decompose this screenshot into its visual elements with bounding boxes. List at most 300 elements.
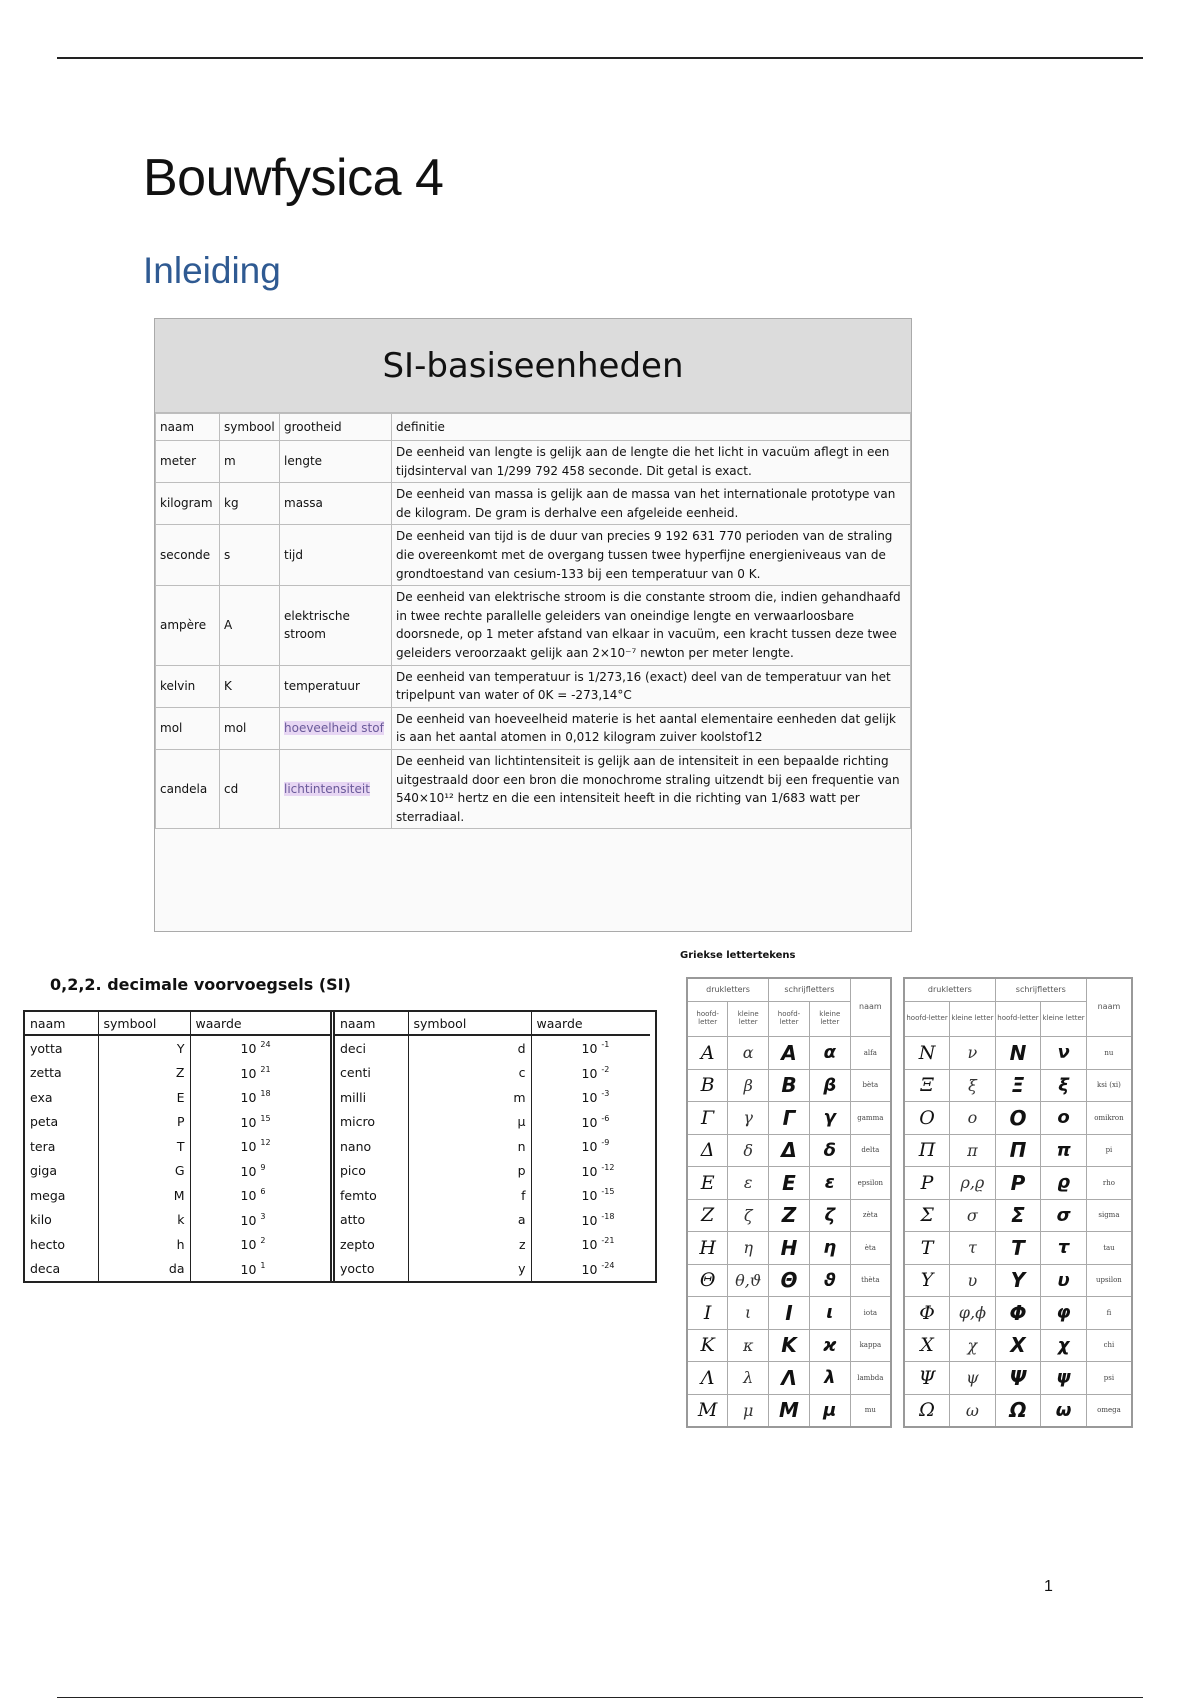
si-header-row xyxy=(156,414,911,441)
prefix-exponent: 12 xyxy=(260,1138,271,1148)
greek-print-small: ρ,ϱ xyxy=(950,1167,996,1200)
top-rule xyxy=(57,57,1143,59)
greek-print-small: υ xyxy=(950,1264,996,1297)
prefix-naam: yotta xyxy=(25,1035,98,1061)
prefix-waarde xyxy=(531,1134,650,1159)
prefix-base: 10 xyxy=(240,1090,257,1106)
prefix-waarde xyxy=(531,1035,650,1061)
greek-letter-name: omikron xyxy=(1086,1102,1132,1135)
table-row xyxy=(904,1232,1132,1265)
greek-script-capital: Γ xyxy=(769,1102,810,1135)
prefix-exponent: 3 xyxy=(260,1211,266,1221)
table-row xyxy=(687,1134,891,1167)
si-naam: seconde xyxy=(156,525,220,586)
prefix-base: 10 xyxy=(240,1237,257,1253)
si-definitie: De eenheid van elektrische stroom is die constante stroom die, indien gehandhaafd in twee rechte parallelle geleiders van oneindige lengte en verwaarloosbare doorsnede, op 1 meter afstand van elkaar in vacuüm, een kracht tussen deze twee geleiders veroorzaakt gelijk aan 2×10⁻⁷ newton per meter lengte. xyxy=(392,586,911,665)
table-row xyxy=(156,707,911,749)
greek-left-body xyxy=(687,1037,891,1428)
greek-right-body xyxy=(904,1037,1132,1428)
table-row xyxy=(687,1037,891,1070)
prefix-naam: deci xyxy=(335,1035,408,1061)
document-title: Bouwfysica 4 xyxy=(143,149,444,207)
table-row xyxy=(156,586,911,665)
si-grootheid: temperatuur xyxy=(280,665,392,707)
greek-letter-name: omega xyxy=(1086,1394,1132,1427)
greek-letter-name: tau xyxy=(1086,1232,1132,1265)
greek-sub-header: hoofd-letter xyxy=(904,1002,950,1037)
prefix-exponent: -12 xyxy=(601,1162,615,1172)
greek-letter-name: fi xyxy=(1086,1297,1132,1330)
si-definitie: De eenheid van hoeveelheid materie is het aantal elementaire eenheden dat gelijk is aan het aantal atomen in 0,012 kilogram zuiver koolstof12 xyxy=(392,707,911,749)
prefix-base: 10 xyxy=(581,1163,598,1179)
prefix-naam: tera xyxy=(25,1134,98,1159)
greek-script-capital: Ξ xyxy=(995,1069,1041,1102)
prefix-header-waarde: waarde xyxy=(531,1012,650,1035)
prefix-table-right xyxy=(335,1012,650,1281)
prefix-exponent: -3 xyxy=(601,1089,610,1099)
greek-print-capital: Φ xyxy=(904,1297,950,1330)
si-grootheid xyxy=(280,707,392,749)
si-header-naam: naam xyxy=(156,414,220,441)
greek-letter-name: sigma xyxy=(1086,1199,1132,1232)
greek-script-small: ι xyxy=(809,1297,850,1330)
greek-header-schrijfletters: schrijfletters xyxy=(995,978,1086,1002)
table-row xyxy=(156,525,911,586)
greek-print-capital: Ζ xyxy=(687,1199,728,1232)
prefix-right-body xyxy=(335,1035,650,1281)
greek-script-small: ϰ xyxy=(809,1329,850,1362)
si-naam: ampère xyxy=(156,586,220,665)
table-row xyxy=(904,1394,1132,1427)
greek-script-small: ο xyxy=(1041,1102,1087,1135)
prefix-header-symbool: symbool xyxy=(98,1012,190,1035)
prefix-naam: giga xyxy=(25,1159,98,1184)
greek-script-capital: Δ xyxy=(769,1134,810,1167)
greek-script-small: λ xyxy=(809,1362,850,1395)
prefix-waarde xyxy=(190,1232,333,1257)
table-row xyxy=(904,1167,1132,1200)
si-symbool: mol xyxy=(220,707,280,749)
greek-print-capital: Τ xyxy=(904,1232,950,1265)
greek-print-capital: Π xyxy=(904,1134,950,1167)
prefix-base: 10 xyxy=(240,1212,257,1228)
greek-script-capital: Χ xyxy=(995,1329,1041,1362)
prefix-base: 10 xyxy=(240,1261,257,1277)
prefix-base: 10 xyxy=(240,1188,257,1204)
si-grootheid: tijd xyxy=(280,525,392,586)
prefix-waarde xyxy=(531,1085,650,1110)
highlighted-text: hoeveelheid stof xyxy=(284,721,384,736)
si-definitie: De eenheid van temperatuur is 1/273,16 (exact) deel van de temperatuur van het tripelpunt van water of 0K = -273,14°C xyxy=(392,665,911,707)
si-definitie: De eenheid van tijd is de duur van precies 9 192 631 770 perioden van de straling die overeenkomt met de overgang tussen twee hyperfijne energieniveaus van de grondtoestand van cesium-133 bij een temperatuur van 0 K. xyxy=(392,525,911,586)
prefix-base: 10 xyxy=(581,1041,598,1057)
prefix-base: 10 xyxy=(581,1065,598,1081)
greek-script-capital: Ι xyxy=(769,1297,810,1330)
prefix-naam: peta xyxy=(25,1110,98,1135)
greek-script-capital: Α xyxy=(769,1037,810,1070)
table-row xyxy=(687,1329,891,1362)
prefix-naam: pico xyxy=(335,1159,408,1184)
prefix-symbool: T xyxy=(98,1134,190,1159)
greek-letter-name: lambda xyxy=(850,1362,891,1395)
greek-print-capital: Γ xyxy=(687,1102,728,1135)
greek-script-capital: Ρ xyxy=(995,1167,1041,1200)
si-symbool: cd xyxy=(220,749,280,828)
prefix-exponent: 24 xyxy=(260,1040,271,1050)
greek-letter-name: ksi (xi) xyxy=(1086,1069,1132,1102)
greek-script-capital: Λ xyxy=(769,1362,810,1395)
prefix-header-naam: naam xyxy=(335,1012,408,1035)
si-definitie: De eenheid van lengte is gelijk aan de lengte die het licht in vacuüm aflegt in een tijdsinterval van 1/299 792 458 seconde. Dit getal is exact. xyxy=(392,441,911,483)
si-naam: mol xyxy=(156,707,220,749)
table-row xyxy=(156,665,911,707)
prefix-exponent: -24 xyxy=(601,1260,615,1270)
prefix-exponent: -18 xyxy=(601,1211,615,1221)
greek-print-capital: Ο xyxy=(904,1102,950,1135)
greek-print-capital: Ι xyxy=(687,1297,728,1330)
prefix-base: 10 xyxy=(581,1212,598,1228)
prefix-waarde xyxy=(190,1035,333,1061)
greek-script-small: ν xyxy=(1041,1037,1087,1070)
prefix-exponent: -21 xyxy=(601,1236,615,1246)
prefix-naam: kilo xyxy=(25,1208,98,1233)
prefix-symbool: P xyxy=(98,1110,190,1135)
si-grootheid: elektrische stroom xyxy=(280,586,392,665)
greek-script-capital: Υ xyxy=(995,1264,1041,1297)
prefix-symbool: m xyxy=(408,1085,531,1110)
page-number: 1 xyxy=(1044,1578,1053,1595)
greek-print-capital: Ρ xyxy=(904,1167,950,1200)
prefix-naam: exa xyxy=(25,1085,98,1110)
prefix-symbool: k xyxy=(98,1208,190,1233)
greek-letter-name: bèta xyxy=(850,1069,891,1102)
prefix-waarde xyxy=(190,1085,333,1110)
greek-script-small: π xyxy=(1041,1134,1087,1167)
prefix-naam: micro xyxy=(335,1110,408,1135)
table-row xyxy=(25,1232,333,1257)
prefix-naam: zepto xyxy=(335,1232,408,1257)
greek-sub-header: hoofd-letter xyxy=(769,1002,810,1037)
prefix-symbool: c xyxy=(408,1061,531,1086)
prefix-base: 10 xyxy=(240,1041,257,1057)
greek-print-capital: Σ xyxy=(904,1199,950,1232)
greek-print-small: γ xyxy=(728,1102,769,1135)
greek-script-capital: Μ xyxy=(769,1394,810,1427)
greek-print-small: β xyxy=(728,1069,769,1102)
table-row xyxy=(904,1264,1132,1297)
greek-print-capital: Ξ xyxy=(904,1069,950,1102)
si-header-grootheid: grootheid xyxy=(280,414,392,441)
greek-letter-name: chi xyxy=(1086,1329,1132,1362)
prefix-exponent: -1 xyxy=(601,1040,610,1050)
greek-script-small: μ xyxy=(809,1394,850,1427)
greek-print-capital: Η xyxy=(687,1232,728,1265)
greek-letter-name: kappa xyxy=(850,1329,891,1362)
greek-script-capital: Ω xyxy=(995,1394,1041,1427)
greek-script-capital: Β xyxy=(769,1069,810,1102)
prefix-naam: hecto xyxy=(25,1232,98,1257)
greek-sub-header: kleine letter xyxy=(950,1002,996,1037)
greek-print-capital: Ω xyxy=(904,1394,950,1427)
greek-print-capital: Ψ xyxy=(904,1362,950,1395)
prefix-symbool: µ xyxy=(408,1110,531,1135)
greek-header-naam: naam xyxy=(850,978,891,1037)
table-row xyxy=(335,1183,650,1208)
prefix-exponent: -9 xyxy=(601,1138,610,1148)
greek-print-small: ε xyxy=(728,1167,769,1200)
prefix-symbool: p xyxy=(408,1159,531,1184)
greek-print-capital: Α xyxy=(687,1037,728,1070)
greek-letter-name: pi xyxy=(1086,1134,1132,1167)
greek-print-small: τ xyxy=(950,1232,996,1265)
table-row xyxy=(687,1167,891,1200)
prefix-base: 10 xyxy=(581,1139,598,1155)
greek-print-small: θ,ϑ xyxy=(728,1264,769,1297)
prefix-header-row xyxy=(25,1012,333,1035)
prefix-waarde xyxy=(531,1183,650,1208)
greek-print-small: π xyxy=(950,1134,996,1167)
greek-letter-name: delta xyxy=(850,1134,891,1167)
greek-print-small: ξ xyxy=(950,1069,996,1102)
table-row xyxy=(335,1159,650,1184)
prefix-exponent: 15 xyxy=(260,1113,271,1123)
prefix-naam: nano xyxy=(335,1134,408,1159)
greek-heading: Griekse lettertekens xyxy=(680,950,796,961)
greek-script-capital: Κ xyxy=(769,1329,810,1362)
table-row xyxy=(25,1134,333,1159)
prefix-waarde xyxy=(190,1159,333,1184)
prefix-naam: mega xyxy=(25,1183,98,1208)
si-banner-title: SI-basiseenheden xyxy=(155,319,911,413)
greek-script-capital: Ν xyxy=(995,1037,1041,1070)
greek-print-small: α xyxy=(728,1037,769,1070)
greek-print-capital: Ν xyxy=(904,1037,950,1070)
table-row xyxy=(904,1037,1132,1070)
greek-print-small: ι xyxy=(728,1297,769,1330)
prefix-waarde xyxy=(531,1110,650,1135)
prefix-naam: femto xyxy=(335,1183,408,1208)
greek-letter-name: mu xyxy=(850,1394,891,1427)
table-row xyxy=(904,1069,1132,1102)
prefix-header-waarde: waarde xyxy=(190,1012,333,1035)
prefix-naam: zetta xyxy=(25,1061,98,1086)
greek-script-small: η xyxy=(809,1232,850,1265)
prefix-naam: deca xyxy=(25,1257,98,1282)
greek-script-capital: Θ xyxy=(769,1264,810,1297)
greek-script-small: β xyxy=(809,1069,850,1102)
decimal-prefix-table xyxy=(23,1010,657,1283)
greek-sub-header: kleine letter xyxy=(728,1002,769,1037)
greek-script-capital: Η xyxy=(769,1232,810,1265)
greek-header-drukletters: drukletters xyxy=(904,978,995,1002)
greek-sub-header: hoofd-letter xyxy=(995,1002,1041,1037)
greek-letter-name: epsilon xyxy=(850,1167,891,1200)
prefix-header-symbool: symbool xyxy=(408,1012,531,1035)
greek-script-small: ϱ xyxy=(1041,1167,1087,1200)
table-row xyxy=(25,1035,333,1061)
greek-print-small: λ xyxy=(728,1362,769,1395)
greek-letter-name: thèta xyxy=(850,1264,891,1297)
greek-print-capital: Ε xyxy=(687,1167,728,1200)
table-row xyxy=(687,1199,891,1232)
si-naam: kelvin xyxy=(156,665,220,707)
table-row xyxy=(25,1159,333,1184)
prefix-symbool: y xyxy=(408,1257,531,1282)
prefix-base: 10 xyxy=(240,1065,257,1081)
table-row xyxy=(335,1110,650,1135)
prefix-naam: atto xyxy=(335,1208,408,1233)
greek-script-capital: Σ xyxy=(995,1199,1041,1232)
greek-script-small: χ xyxy=(1041,1329,1087,1362)
greek-script-small: υ xyxy=(1041,1264,1087,1297)
table-row xyxy=(335,1232,650,1257)
table-row xyxy=(904,1199,1132,1232)
greek-letter-name: iota xyxy=(850,1297,891,1330)
greek-script-small: γ xyxy=(809,1102,850,1135)
prefix-base: 10 xyxy=(581,1237,598,1253)
prefix-symbool: G xyxy=(98,1159,190,1184)
greek-print-capital: Κ xyxy=(687,1329,728,1362)
prefix-waarde xyxy=(190,1183,333,1208)
prefix-symbool: f xyxy=(408,1183,531,1208)
greek-print-small: ν xyxy=(950,1037,996,1070)
prefix-exponent: 18 xyxy=(260,1089,271,1099)
prefix-exponent: 21 xyxy=(260,1064,271,1074)
prefix-base: 10 xyxy=(581,1090,598,1106)
si-naam: kilogram xyxy=(156,483,220,525)
si-symbool: m xyxy=(220,441,280,483)
greek-script-small: ε xyxy=(809,1167,850,1200)
si-symbool: s xyxy=(220,525,280,586)
table-row xyxy=(25,1257,333,1282)
prefix-symbool: a xyxy=(408,1208,531,1233)
highlighted-text: lichtintensiteit xyxy=(284,781,370,796)
si-grootheid xyxy=(280,749,392,828)
greek-script-capital: Ζ xyxy=(769,1199,810,1232)
prefix-header-row xyxy=(335,1012,650,1035)
table-row xyxy=(687,1232,891,1265)
greek-script-capital: Ψ xyxy=(995,1362,1041,1395)
table-row xyxy=(904,1297,1132,1330)
si-symbool: A xyxy=(220,586,280,665)
si-definitie: De eenheid van massa is gelijk aan de massa van het internationale prototype van de kilogram. De gram is derhalve een afgeleide eenheid. xyxy=(392,483,911,525)
si-basiseenheden-figure xyxy=(154,318,912,932)
prefix-base: 10 xyxy=(240,1114,257,1130)
table-row xyxy=(687,1102,891,1135)
greek-table-right xyxy=(903,977,1133,1428)
table-row xyxy=(335,1257,650,1282)
table-row xyxy=(335,1035,650,1061)
table-row xyxy=(156,441,911,483)
greek-script-capital: Π xyxy=(995,1134,1041,1167)
prefix-exponent: -6 xyxy=(601,1113,610,1123)
greek-print-small: σ xyxy=(950,1199,996,1232)
prefix-naam: yocto xyxy=(335,1257,408,1282)
prefix-symbool: M xyxy=(98,1183,190,1208)
prefix-symbool: da xyxy=(98,1257,190,1282)
prefix-symbool: Y xyxy=(98,1035,190,1061)
greek-script-capital: Ο xyxy=(995,1102,1041,1135)
section-heading: Inleiding xyxy=(143,250,281,291)
prefix-base: 10 xyxy=(581,1114,598,1130)
greek-script-capital: Ε xyxy=(769,1167,810,1200)
greek-print-capital: Υ xyxy=(904,1264,950,1297)
greek-sub-header: hoofd-letter xyxy=(687,1002,728,1037)
si-symbool: K xyxy=(220,665,280,707)
greek-print-capital: Β xyxy=(687,1069,728,1102)
greek-letter-name: nu xyxy=(1086,1037,1132,1070)
greek-letter-name: zèta xyxy=(850,1199,891,1232)
table-row xyxy=(335,1134,650,1159)
table-row xyxy=(25,1061,333,1086)
greek-print-capital: Θ xyxy=(687,1264,728,1297)
prefix-header-naam: naam xyxy=(25,1012,98,1035)
greek-script-small: δ xyxy=(809,1134,850,1167)
table-row xyxy=(335,1085,650,1110)
table-row xyxy=(904,1134,1132,1167)
greek-group-header-row xyxy=(687,978,891,1002)
si-grootheid: lengte xyxy=(280,441,392,483)
prefix-exponent: 9 xyxy=(260,1162,266,1172)
greek-script-small: ψ xyxy=(1041,1362,1087,1395)
greek-letter-name: alfa xyxy=(850,1037,891,1070)
prefix-exponent: 2 xyxy=(260,1236,266,1246)
greek-script-small: ϑ xyxy=(809,1264,850,1297)
greek-sub-header: kleine letter xyxy=(809,1002,850,1037)
prefix-waarde xyxy=(190,1257,333,1282)
greek-sub-header: kleine letter xyxy=(1041,1002,1087,1037)
si-header-symbool: symbool xyxy=(220,414,280,441)
table-row xyxy=(335,1208,650,1233)
greek-print-capital: Μ xyxy=(687,1394,728,1427)
prefix-base: 10 xyxy=(581,1188,598,1204)
greek-print-small: η xyxy=(728,1232,769,1265)
greek-print-small: ω xyxy=(950,1394,996,1427)
greek-header-schrijfletters: schrijfletters xyxy=(769,978,851,1002)
prefix-waarde xyxy=(190,1208,333,1233)
table-row xyxy=(904,1329,1132,1362)
table-row xyxy=(687,1264,891,1297)
greek-print-small: φ,ϕ xyxy=(950,1297,996,1330)
prefix-waarde xyxy=(190,1110,333,1135)
greek-print-capital: Λ xyxy=(687,1362,728,1395)
prefix-symbool: E xyxy=(98,1085,190,1110)
greek-print-small: ο xyxy=(950,1102,996,1135)
table-row xyxy=(687,1297,891,1330)
si-units-table xyxy=(155,413,911,829)
greek-print-small: χ xyxy=(950,1329,996,1362)
greek-print-small: ζ xyxy=(728,1199,769,1232)
si-grootheid: massa xyxy=(280,483,392,525)
greek-script-capital: Τ xyxy=(995,1232,1041,1265)
prefix-naam: milli xyxy=(335,1085,408,1110)
greek-letter-name: psi xyxy=(1086,1362,1132,1395)
prefix-naam: centi xyxy=(335,1061,408,1086)
greek-script-small: φ xyxy=(1041,1297,1087,1330)
prefix-base: 10 xyxy=(240,1163,257,1179)
prefix-symbool: n xyxy=(408,1134,531,1159)
prefix-exponent: -15 xyxy=(601,1187,615,1197)
table-row xyxy=(335,1061,650,1086)
prefix-exponent: 1 xyxy=(260,1260,266,1270)
prefix-waarde xyxy=(531,1159,650,1184)
prefix-heading: 0,2,2. decimale voorvoegsels (SI) xyxy=(50,975,351,994)
table-row xyxy=(156,749,911,828)
prefix-exponent: 6 xyxy=(260,1187,266,1197)
prefix-exponent: -2 xyxy=(601,1064,610,1074)
greek-print-capital: Δ xyxy=(687,1134,728,1167)
prefix-waarde xyxy=(531,1208,650,1233)
